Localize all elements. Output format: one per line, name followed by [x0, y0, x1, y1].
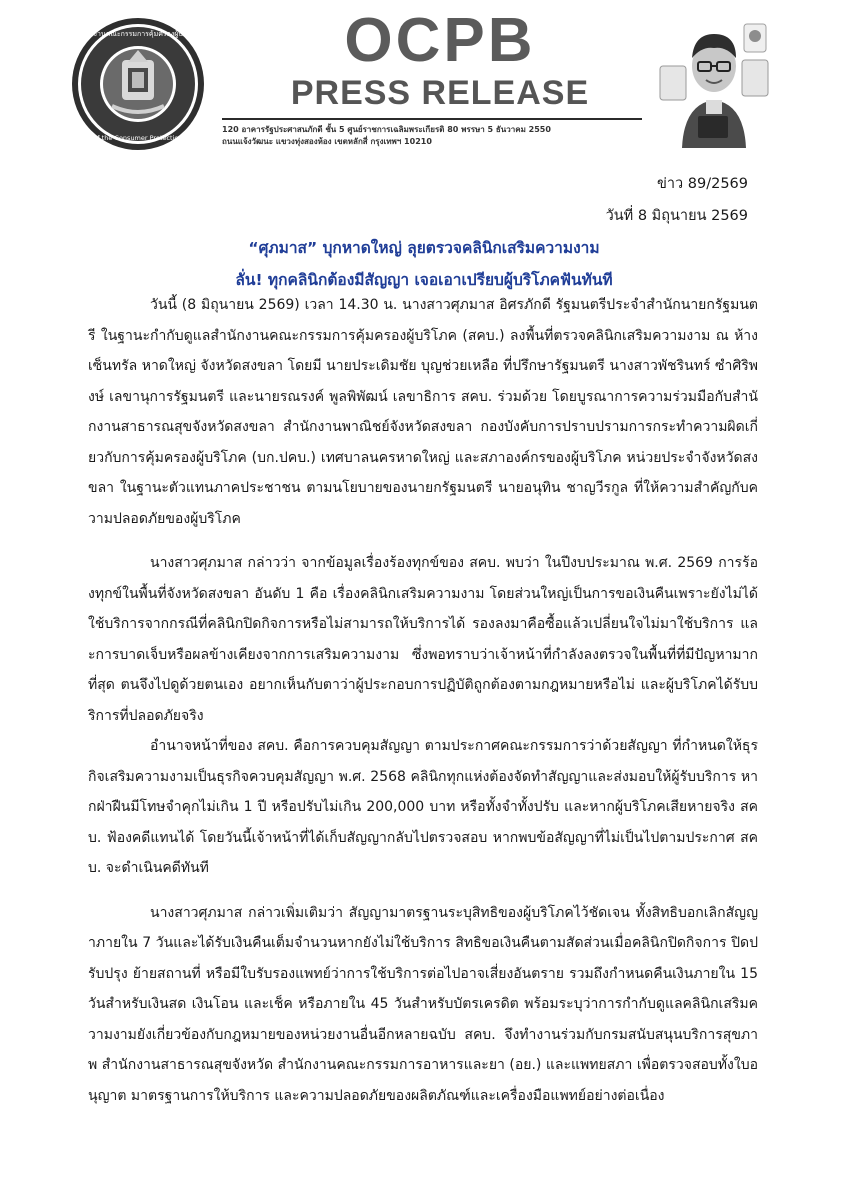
headline-line-2: ลั่น! ทุกคลินิกต้องมีสัญญา เจอเอาเปรียบผู้บริโภคฟันทันที — [235, 271, 613, 289]
article-body — [88, 290, 758, 1111]
seal-ring-text: สำนักงานคณะกรรมการคุ้มครองผู้บริโภค — [76, 30, 200, 38]
paragraph: วันนี้ (8 มิถุนายน 2569) เวลา 14.30 น. นางสาวศุภมาส อิศรภักดี รัฐมนตรีประจำสำนักนายกรัฐมนตรี ในฐานะกำกับดูแลสำนักงานคณะกรรมการคุ้มครองผู้บริโภค (สคบ.) ลงพื้นที่ตรวจคลินิกเสริมความงาม ณ ห้างเซ็นทรัล หาดใหญ่ จังหวัดสงขลา โดยมี นายประเดิมชัย บุญช่วยเหลือ ที่ปรึกษารัฐมนตรี นางสาวพัชรินทร์ ซำศิริพงษ์ เลขานุการรัฐมนตรี และนายรณรงค์ พูลพิพัฒน์ เลขาธิการ สคบ. ร่วมด้วย โดยบูรณาการความร่วมมือกับสำนักงานสาธารณสุขจังหวัดสงขลา สำนักงานพาณิชย์จังหวัดสงขลา กองบังคับการปราบปรามการกระทำความผิดเกี่ยวกับการคุ้มครองผู้บริโภค (บก.ปคบ.) เทศบาลนครหาดใหญ่ และสภาองค์กรของผู้บริโภค หน่วยประจำจังหวัดสงขลา ในฐานะตัวแทนภาคประชาชน ตามนโยบายของนายกรัฐมนตรี นายอนุทิน ชาญวีรกูล ที่ให้ความสำคัญกับความปลอดภัยของผู้บริโภค — [88, 297, 758, 527]
release-date: วันที่ 8 มิถุนายน 2569 — [605, 208, 748, 224]
address-line-1: 120 อาคารรัฐประศาสนภักดี ชั้น 5 ศูนย์ราชการเฉลิมพระเกียรติ 80 พรรษา 5 ธันวาคม 2550 — [222, 125, 551, 134]
paragraph: นางสาวศุภมาส กล่าวว่า จากข้อมูลเรื่องร้องทุกข์ของ สคบ. พบว่า ในปีงบประมาณ พ.ศ. 2569 การร้องทุกข์ในพื้นที่จังหวัดสงขลา อันดับ 1 คือ เรื่องคลินิกเสริมความงาม โดยส่วนใหญ่เป็นการขอเงินคืนเพราะยังไม่ได้ใช้บริการจากกรณีที่คลินิกปิดกิจการหรือไม่สามารถให้บริการได้ รองลงมาคือซื้อแล้วเปลี่ยนใจไม่มาใช้บริการ และการบาดเจ็บหรือผลข้างเคียงจากการเสริมความงาม ซึ่งพอทราบว่าเจ้าหน้าที่กำลังลงตรวจในพื้นที่ที่มีปัญหามากที่สุด ตนจึงไปดูด้วยตนเอง อยากเห็นกับตาว่าผู้ประกอบการปฏิบัติถูกต้องตามกฎหมายหรือไม่ และผู้บริโภคได้รับบริการที่ปลอดภัยจริง — [88, 555, 758, 724]
paragraph: อำนาจหน้าที่ของ สคบ. คือการควบคุมสัญญา ตามประกาศคณะกรรมการว่าด้วยสัญญา ที่กำหนดให้ธุรกิจเสริมความงามเป็นธุรกิจควบคุมสัญญา พ.ศ. 2568 คลินิกทุกแห่งต้องจัดทำสัญญาและส่งมอบให้ผู้รับบริการ หากฝ่าฝืนมีโทษจำคุกไม่เกิน 1 ปี หรือปรับไม่เกิน 200,000 บาท หรือทั้งจำทั้งปรับ และหากผู้บริโภคเสียหายจริง สคบ. ฟ้องคดีแทนได้ โดยวันนี้เจ้าหน้าที่ได้เก็บสัญญากลับไปตรวจสอบ หากพบข้อสัญญาที่ไม่เป็นไปตามประกาศ สคบ. จะดำเนินคดีทันที — [88, 738, 758, 876]
brand-title: OCPB — [344, 6, 536, 75]
seal-ring-text-en: Office of the Consumer Protection Board — [72, 134, 204, 142]
letterhead — [0, 0, 848, 160]
office-address — [222, 124, 642, 148]
seal-emblem-icon — [68, 14, 208, 154]
address-line-2: ถนนแจ้งวัฒนะ แขวงทุ่งสองห้อง เขตหลักสี่ กรุงเทพฯ 10210 — [222, 137, 432, 146]
brand-subtitle: PRESS RELEASE — [290, 74, 590, 112]
document-info — [606, 168, 748, 232]
release-number: ข่าว 89/2569 — [656, 176, 748, 192]
brand-block — [230, 6, 650, 112]
headline-line-1: “ศุภมาส” บุกหาดใหญ่ ลุยตรวจคลินิกเสริมความงาม — [248, 239, 600, 257]
mascot-illustration-icon — [654, 8, 774, 148]
headline — [60, 232, 788, 296]
header-divider — [222, 118, 642, 120]
paragraph: นางสาวศุภมาส กล่าวเพิ่มเติมว่า สัญญามาตรฐานระบุสิทธิของผู้บริโภคไว้ชัดเจน ทั้งสิทธิบอกเลิกสัญญาภายใน 7 วันและได้รับเงินคืนเต็มจำนวนหากยังไม่ใช้บริการ สิทธิขอเงินคืนตามสัดส่วนเมื่อคลินิกปิดกิจการ ปิดปรับปรุง ย้ายสถานที่ หรือมีใบรับรองแพทย์ว่าการใช้บริการต่อไปอาจเสี่ยงอันตราย รวมถึงกำหนดคืนเงินภายใน 15 วันสำหรับเงินสด เงินโอน และเช็ค หรือภายใน 45 วันสำหรับบัตรเครดิต พร้อมระบุว่าการกำกับดูแลคลินิกเสริมความงามยังเกี่ยวข้องกับกฎหมายของหน่วยงานอื่นอีกหลายฉบับ สคบ. จึงทำงานร่วมกับกรมสนับสนุนบริการสุขภาพ สำนักงานสาธารณสุขจังหวัด สำนักงานคณะกรรมการอาหารและยา (อย.) และแพทยสภา เพื่อตรวจสอบทั้งใบอนุญาต มาตรฐานการให้บริการ และความปลอดภัยของผลิตภัณฑ์และเครื่องมือแพทย์อย่างต่อเนื่อง — [88, 904, 758, 1104]
